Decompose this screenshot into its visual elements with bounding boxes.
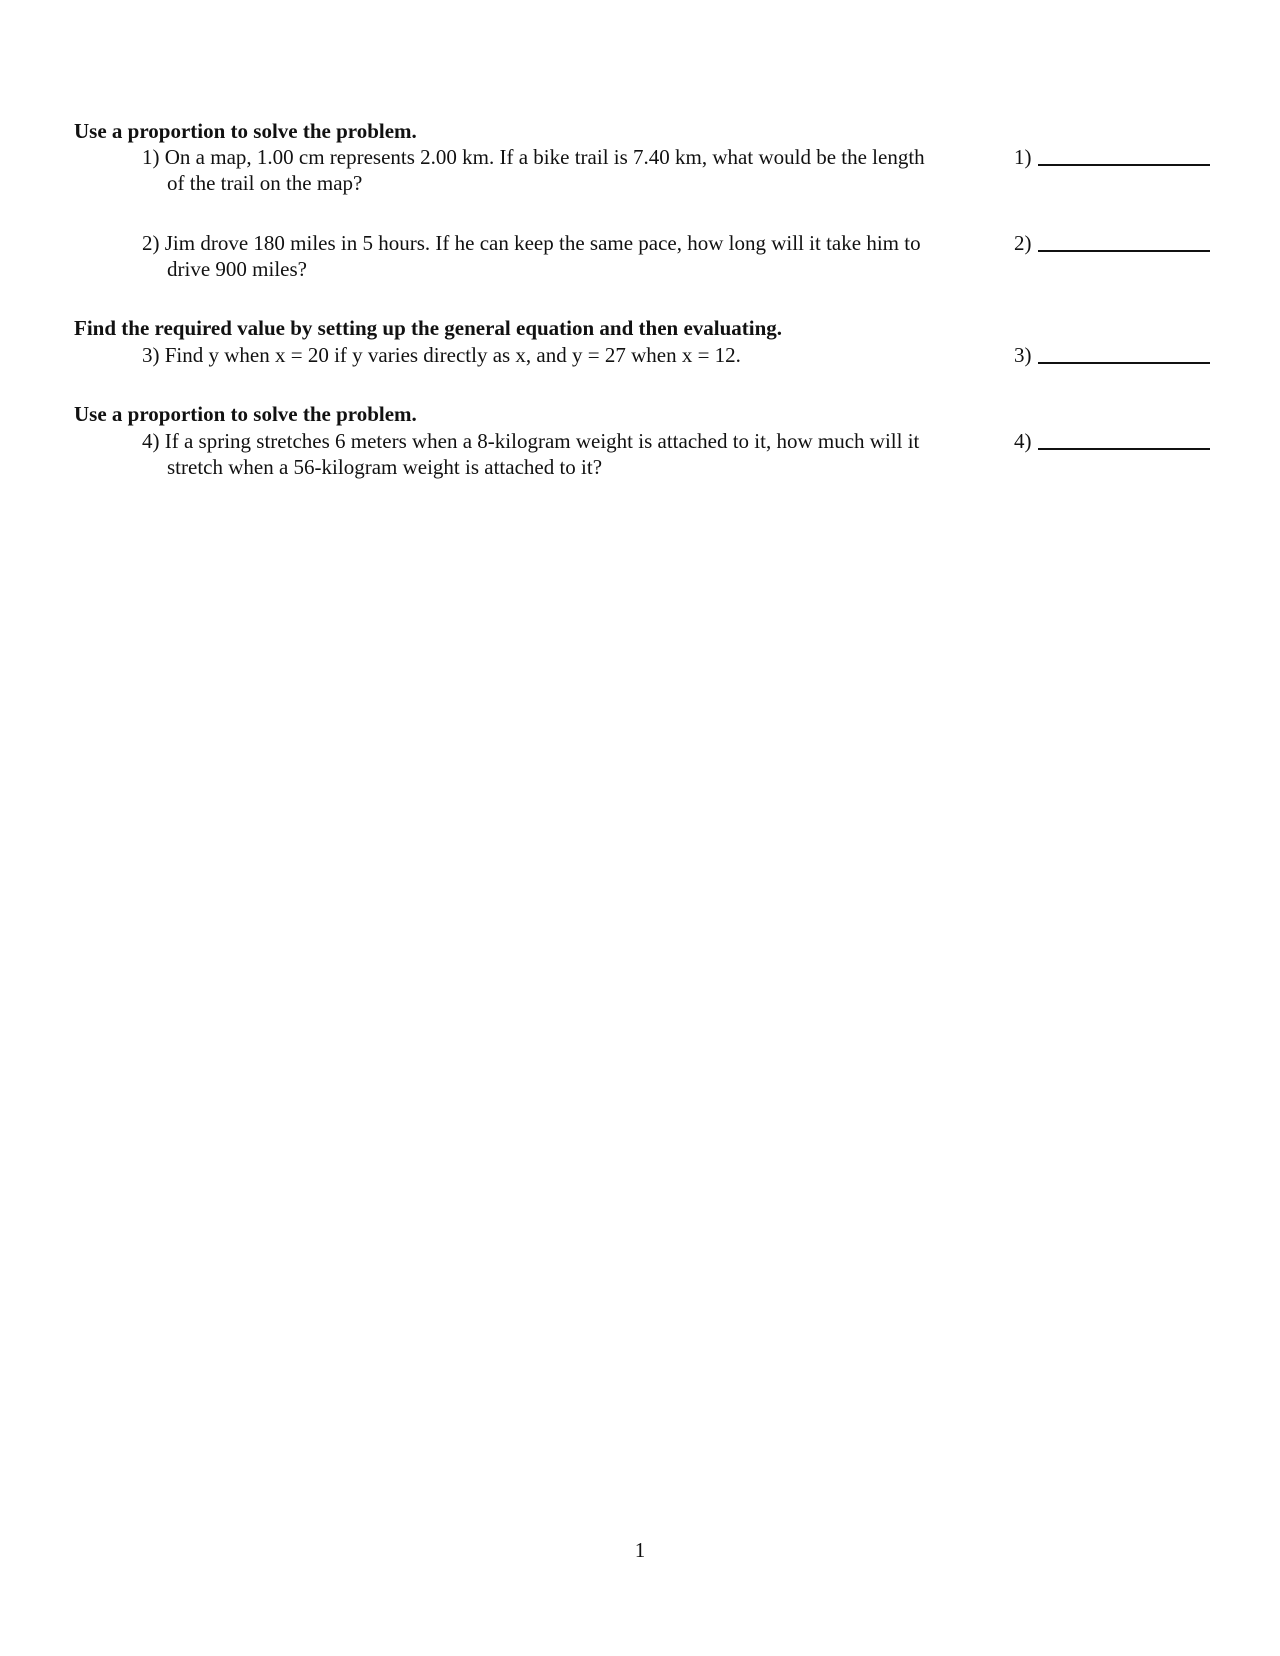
answer-label: 2): [1014, 231, 1032, 255]
problem-text-line: 4) If a spring stretches 6 meters when a 8-kilogram weight is attached to it, how much will it: [142, 429, 920, 453]
answer-blank-1[interactable]: [1014, 144, 1210, 170]
answer-line[interactable]: [1038, 362, 1210, 364]
problem-text-line: stretch when a 56-kilogram weight is attached to it?: [167, 455, 603, 479]
answer-blank-2[interactable]: [1014, 230, 1210, 256]
section-instruction: Find the required value by setting up the general equation and then evaluating.: [74, 316, 783, 340]
answer-label: 4): [1014, 429, 1032, 453]
problem-2: [142, 230, 982, 282]
page-number: 1: [634, 1538, 646, 1562]
problem-text-line: 1) On a map, 1.00 cm represents 2.00 km. If a bike trail is 7.40 km, what would be the length: [142, 145, 925, 169]
problem-text-line: 3) Find y when x = 20 if y varies directly as x, and y = 27 when x = 12.: [142, 343, 741, 367]
answer-line[interactable]: [1038, 448, 1210, 450]
answer-line[interactable]: [1038, 164, 1210, 166]
section-instruction: Use a proportion to solve the problem.: [74, 119, 417, 143]
problem-text-line: drive 900 miles?: [167, 257, 307, 281]
problem-text-line: 2) Jim drove 180 miles in 5 hours. If he can keep the same pace, how long will it take him to: [142, 231, 921, 255]
problem-4: [142, 428, 982, 480]
answer-blank-3[interactable]: [1014, 342, 1210, 368]
problem-text-line: of the trail on the map?: [167, 171, 363, 195]
problem-1: [142, 144, 982, 196]
section-instruction: Use a proportion to solve the problem.: [74, 402, 417, 426]
answer-label: 3): [1014, 343, 1032, 367]
answer-label: 1): [1014, 145, 1032, 169]
problem-3: [142, 342, 982, 368]
answer-line[interactable]: [1038, 250, 1210, 252]
answer-blank-4[interactable]: [1014, 428, 1210, 454]
